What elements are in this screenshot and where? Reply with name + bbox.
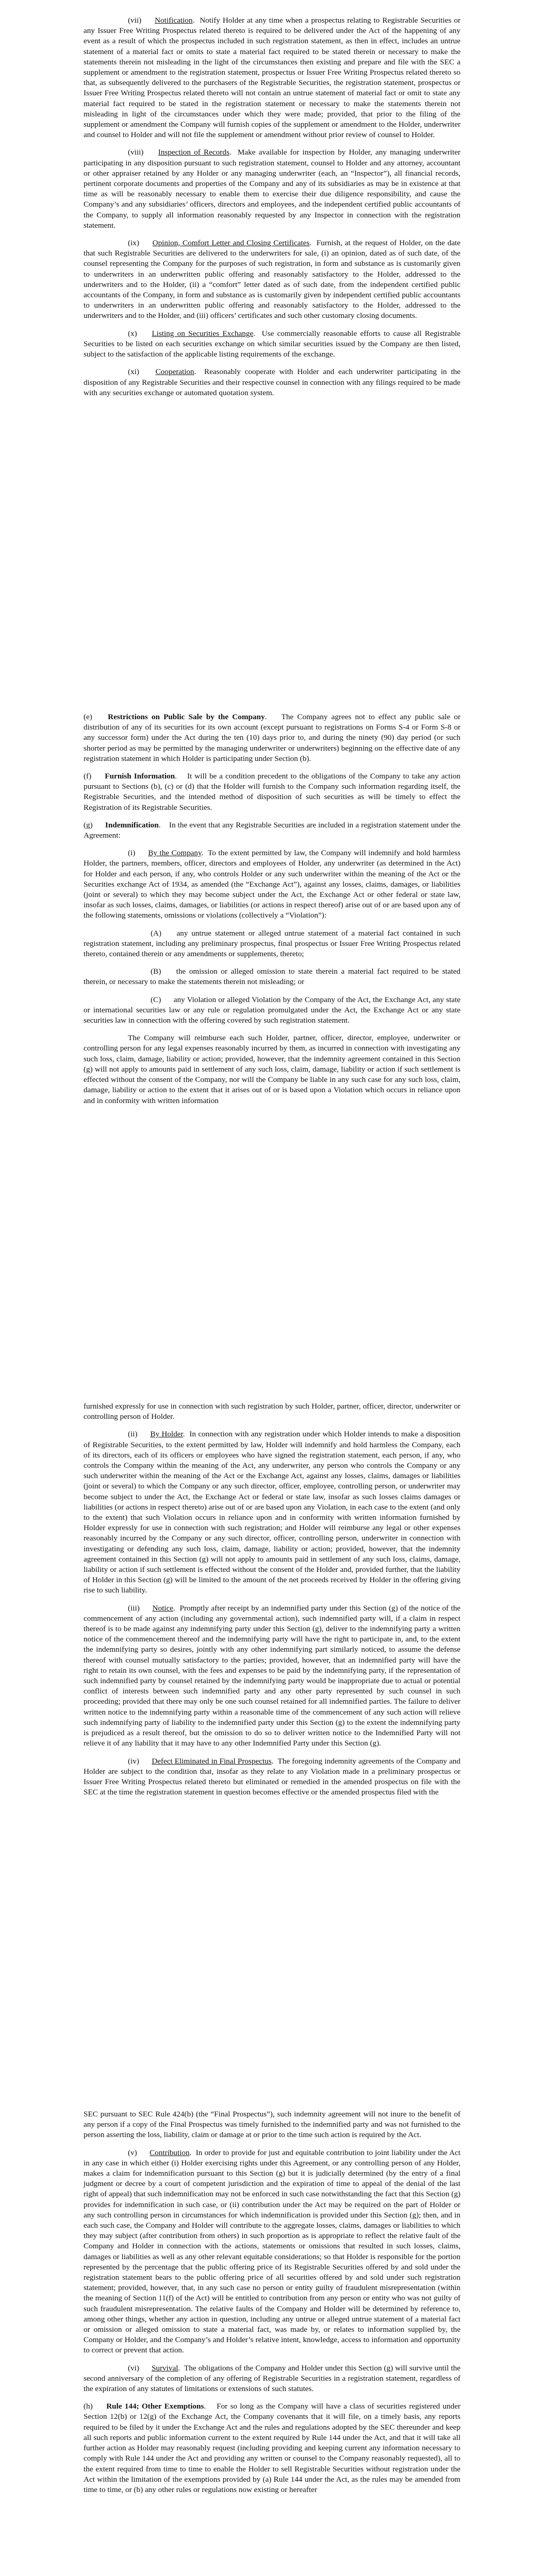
- section-number: (x): [128, 329, 137, 338]
- page-block-4: [0, 2109, 544, 2502]
- section-heading: Restrictions on Public Sale by the Company: [108, 713, 265, 721]
- subsection-heading: Inspection of Records: [158, 148, 229, 157]
- page-block-2: [0, 712, 544, 1113]
- paragraph-text: The Company agrees not to effect any public sale or distribution of any of its securities for its own account (except pursuant to registrations on Forms S-4 or Form S-8 or any successor form) under the Act during the ten (10) days prior to, and during the ninety (90) day period (or such shorter period as may be permitted by the managing underwriter or underwriters) beginning on the effective date of any registration statement in which Holder is participating under Section (b).: [84, 713, 460, 763]
- section-heading: Rule 144; Other Exemptions: [106, 2402, 204, 2411]
- paragraph-text: In connection with any registration under which Holder intends to make a disposition of Registrable Securities, to the extent permitted by law, Holder will indemnify and hold harmless the Company, each of its directors, each of its officers or employees who have signed the registration statement, each person, if any, who controls the Company within the meaning of the Act, any underwriter, any person who controls the Company or any such underwriter within the meaning of the Act or the Exchange Act, against any losses, claims, damages or liabilities (joint or several) to which the Company or any such director, officer, employee, controlling person, or underwriter may become subject to under the Act, the Exchange Act or federal or state law, insofar as such losses claims damages or liabilities (or actions in respect thereto) arise out of or are based upon any Violation, in each case to the extent (and only to the extent) that such Violation occurs in reliance upon and in conformity with written information furnished by Holder expressly for use in connection with such registration; and Holder will reimburse any legal or other expenses reasonably incurred by the Company or any such director, officer, controlling person, underwriter in connection with investigating or defending any such loss, claim, damage, liability or action; provided, however, that the indemnity agreement contained in this Section (g) will not apply to amounts paid in settlement of any such loss, claims, damage, liability or action if such settlement is effected without the consent of the Holder and, provided further, that the liability of Holder in this Section (g) will be limited to the amount of the net proceeds received by Holder in the offering giving rise to such liability.: [84, 1430, 461, 1595]
- paragraph: (h) Rule 144; Other Exemptions. For so long as the Company will have a class of securities registered under Section 12(b) or 12(g) of the Exchange Act, the Company covenants that it will file, on a timely basis, any reports required to be filed by it under the Exchange Act and the rules and regulations adopted by the SEC thereunder and keep all such reports and public information current to the extent required by Rule 144 under the Act, and that it will take all further action as Holder may reasonably request (including providing and keeping current any information necessary to comply with Rule 144 under the Act and providing any written or counsel to the Company reasonably requested), all to the extent required from time to time to enable the Holder to sell Registrable Securities without registration under the Act within the limitation of the exemptions provided by (a) Rule 144 under the Act, as the rules may be amended from time to time, or (b) any other rules or regulations now existing or hereafter: [84, 2402, 461, 2494]
- paragraph: (ii) By Holder. In connection with any registration under which Holder intends to make a disposition of Registrable Securities, to the extent permitted by law, Holder will indemnify and hold harmless the Company, each of its directors, each of its officers or employees who have signed the registration statement, each person, if any, who controls the Company within the meaning of the Act, any underwriter, any person who controls the Company or any such underwriter within the meaning of the Act or the Exchange Act, against any losses, claims, damages or liabilities (joint or several) to which the Company or any such director, officer, employee, controlling person, or underwriter may become subject to under the Act, the Exchange Act or federal or state law, insofar as such losses claims damages or liabilities (or actions in respect thereto) arise out of or are based upon any Violation, in each case to the extent (and only to the extent) that such Violation occurs in reliance upon and in conformity with written information furnished by Holder expressly for use in connection with such registration; and Holder will reimburse any legal or other expenses reasonably incurred by the Company or any such director, officer, controlling person, underwriter in connection with investigating or defending any such loss, claim, damage, liability or action; provided, however, that the indemnity agreement contained in this Section (g) will not apply to amounts paid in settlement of any such loss, claims, damage, liability or action if such settlement is effected without the consent of the Holder and, provided further, that the liability of Holder in this Section (g) will be limited to the amount of the net proceeds received by Holder in the offering giving rise to such liability.: [84, 1430, 461, 1595]
- section-number: (ix): [128, 239, 139, 248]
- paragraph: (xi) Cooperation. Reasonably cooperate with Holder and each underwriter participating in the disposition of any Registrable Securities and their respective counsel in connection with any filings required to be made with any securities exchange or automated quotation system.: [84, 367, 461, 397]
- section-number: (e): [84, 713, 92, 721]
- paragraph-text: furnished expressly for use in connection with such registration by such Holder, partner, officer, director, underwriter or controlling person of Holder.: [84, 1402, 460, 1421]
- paragraph: [84, 928, 460, 960]
- paragraph-text: It will be a condition precedent to the obligations of the Company to take any action pursuant to Sections (b), (c) or (d) that the Holder will furnish to the Company such information regarding itself, the Registrable Securities, and the intended method of disposition of such securities as will be timely to effect the Registration of its Registrable Securities.: [84, 772, 461, 812]
- paragraph-text: In order to provide for just and equitable contribution to joint liability under the Act in any case in which either (i) Holder exercising rights under this Agreement, or any controlling person of any Holder, makes a claim for indemnification pursuant to this Section (g) but it is judicially determined (by the entry of a final judgment or decree by a court of competent jurisdiction and the expiration of time to appeal of the denial of the last right of appeal) that such indemnification may not be enforced in such case notwithstanding the fact that this Section (g) provides for indemnification in such case, or (ii) contribution under the Act may be required on the part of Holder or any such controlling person in circumstances for which indemnification is provided under this Section (g); then, and in each such case, the Company and Holder will contribute to the aggregate losses, claims, damages or liabilities to which they may subject (after contribution from others) in such proportion as is appropriate to reflect the relative fault of the Company and Holder in connection with the actions, statements or omissions that resulted in such losses, claims, damages or liabilities as well as any other relevant equitable considerations; so that Holder is responsible for the portion represented by the percentage that the public offering price of its Registrable Securities offered by and sold under the registration statement bears to the public offering price of all securities offered by and sold under such registration statement; provided, however, that, in any such case no person or entity guilty of fraudulent misrepresentation (within the meaning of Section 11(f) of the Act) will be entitled to contribution from any person or entity who was not guilty of such fraudulent misrepresentation. The relative faults of the Company and Holder will be determined by reference to, among other things, whether any action in question, including any untrue or alleged untrue statement of a material fact or omission or alleged omission to state a material fact, was made by, or relates to information supplied by, the Company or Holder, and the Company’s and Holder’s relative intent, knowledge, access to information and opportunity to correct or prevent that action.: [84, 2148, 461, 2355]
- subsection-heading: Listing on Securities Exchange: [152, 329, 254, 338]
- paragraph: [84, 1033, 460, 1106]
- paragraph: (g) Indemnification. In the event that any Registrable Securities are included in a registration statement under the Agreement:: [84, 820, 461, 840]
- paragraph-text: Use commercially reasonable efforts to cause all Registrable Securities to be listed on each securities exchange on which similar securities issued by the Company are then listed, subject to the satisfaction of the applicable listing requirements of the exchange.: [84, 329, 461, 359]
- paragraph-text: Make available for inspection by Holder, any managing underwriter participating in any disposition pursuant to such registration statement, counsel to Holder and any attorney, accountant or other appraiser retained by any Holder or any managing underwriter (each, an “Inspector”), all financial records, pertinent corporate documents and properties of the Company and any of its subsidiaries as may be in existence at that time as will be reasonably necessary to enable them to exercise their due diligence responsibility, and cause the Company’s and any subsidiaries’ officers, directors and employees, and the independent certified public accountants of the Company, to supply all information reasonably requested by any Inspector in connection with the registration statement.: [84, 148, 460, 230]
- subsection-heading: Notice: [152, 1603, 173, 1613]
- section-number: (vi): [128, 2363, 139, 2372]
- paragraph-text: For so long as the Company will have a class of securities registered under Section 12(b) or 12(g) of the Exchange Act, the Company covenants that it will file, on a timely basis, any reports required to be filed by it under the Exchange Act and the rules and regulations adopted by the SEC thereunder and keep all such reports and public information current to the extent required by Rule 144 under the Act, and that it will take all further action as Holder may reasonably request (including providing and keeping current any information necessary to comply with Rule 144 under the Act and providing any written or counsel to the Company reasonably requested), all to the extent required from time to time to enable the Holder to sell Registrable Securities without registration under the Act within the limitation of the exemptions provided by (a) Rule 144 under the Act, as the rules may be amended from time to time, or (b) any other rules or regulations now existing or hereafter: [84, 2402, 461, 2494]
- section-number: (C): [151, 995, 161, 1004]
- paragraph: (i) By the Company. To the extent permitted by law, the Company will indemnify and hold harmless Holder, the partners, members, officer, directors and employees of Holder, any underwriter (as determined in the Act) for Holder and each person, if any, who controls Holder or any such underwriter within the meaning of the Act or the Securities exchange Act of 1934, as amended (the “Exchange Act”), against any losses, claims, damages, or liabilities (joint or several) to which they may become subject under the Act, the Exchange Act or other federal or state law, insofar as such losses, claims, damages, or liabilities (or actions in respect thereof) arise out of or are based upon any of the following statements, omissions or violations (collectively a “Violation”):: [84, 849, 460, 920]
- paragraph-text: Notify Holder at any time when a prospectus relating to Registrable Securities or any Issuer Free Writing Prospectus related thereto is required to be delivered under the Act of the happening of any event as a result of which the prospectus included in such registration statement, as then in effect, includes an untrue statement of a material fact or omits to state a material fact required to be stated therein or necessary to make the statements therein not misleading in the light of the circumstances then existing and prepare and file with the SEC a supplement or amendment to the registration statement, prospectus or Issuer Free Writing Prospectus related thereto so that, as subsequently delivered to the purchasers of the Registrable Securities, the registration statement, prospectus or Issuer Free Writing Prospectus related thereto will not contain an untrue statement of material fact or omit to state any material fact required to be stated in the registration statement or necessary to make the statements therein not misleading in light of the circumstances under which they were made; provided, that prior to the filing of the supplement or amendment the Company will furnish copies of the supplement or amendment to the Holder, underwriter and counsel to Holder and will not file the supplement or amendment without prior review of counsel to Holder.: [84, 16, 461, 140]
- paragraph: (vi) Survival. The obligations of the Company and Holder under this Section (g) will survive until the second anniversary of the completion of any offering of Registrable Securities in a registration statement, regardless of the expiration of any statutes of limitations or extensions of such statutes.: [84, 2363, 460, 2394]
- subsection-heading: By the Company: [148, 849, 202, 858]
- section-number: (viii): [128, 148, 144, 157]
- section-number: (vii): [128, 16, 142, 25]
- section-number: (f): [84, 772, 92, 781]
- section-number: (iv): [128, 1756, 139, 1766]
- paragraph-text: Reasonably cooperate with Holder and each underwriter participating in the disposition of any Registrable Securities and their respective counsel in connection with any filings required to be made with any securities exchange or automated quotation system.: [84, 367, 461, 397]
- paragraph: (x) Listing on Securities Exchange. Use commercially reasonable efforts to cause all Registrable Securities to be listed on each securities exchange on which similar securities issued by the Company are then listed, subject to the satisfaction of the applicable listing requirements of the exchange.: [84, 329, 461, 359]
- section-number: (h): [84, 2402, 93, 2411]
- paragraph: (ix) Opinion, Comfort Letter and Closing Certificates. Furnish, at the request of Holder, on the date that such Registrable Securities are delivered to the underwriters for sale, (i) an opinion, dated as of such date, of the counsel representing the Company for the purposes of such registration, in form and substance as is customarily given to underwriters in an underwritten public offering and reasonably satisfactory to the Holder, addressed to the underwriters and to the Holder, (ii) a “comfort” letter dated as of such date, from the independent certified public accountants of the Company, in form and substance as is customarily given by independent certified public accountants to underwriters in an underwritten public offering and reasonably satisfactory to the Holder, addressed to the underwriters and to the Holder, and (iii) officers’ certificates and such other customary closing documents.: [84, 239, 461, 320]
- paragraph-text: Furnish, at the request of Holder, on the date that such Registrable Securities are delivered to the underwriters for sale, (i) an opinion, dated as of such date, of the counsel representing the Company for the purposes of such registration, in form and substance as is customarily given to underwriters in an underwritten public offering and reasonably satisfactory to the Holder, addressed to the underwriters and to the Holder, (ii) a “comfort” letter dated as of such date, from the independent certified public accountants of the Company, in form and substance as is customarily given by independent certified public accountants to underwriters in an underwritten public offering and reasonably satisfactory to the Holder, addressed to the underwriters and to the Holder, and (iii) officers’ certificates and such other customary closing documents.: [84, 239, 461, 320]
- section-number: (xi): [128, 367, 139, 377]
- page-block-3: [0, 1401, 544, 1805]
- paragraph: [84, 2109, 460, 2141]
- section-number: (ii): [128, 1430, 138, 1439]
- paragraph: (iii) Notice. Promptly after receipt by an indemnified party under this Section (g) of the notice of the commencement of any action (including any governmental action), such indemnified party will, if a claim in respect thereof is to be made against any indemnifying party under this Section (g), deliver to the indemnifying party a written notice of the commencement thereof and the indemnifying party will have the right to participate in, and, to the extent the indemnifying party so desires, jointly with any other indemnifying part similarly noticed, to assume the defense thereof with counsel mutually satisfactory to the parties; provided, however, that an indemnified party will have the right to retain its own counsel, with the fees and expenses to be paid by the indemnifying party, if the representation of such indemnified party by counsel retained by the indemnifying party would be inappropriate due to actual or potential conflict of interests between such indemnified party and any other party represented by such counsel in such proceeding; provided that there may only be one such counsel retained for all indemnified parties. The failure to deliver written notice to the indemnifying party within a reasonable time of the commencement of any such action will relieve such indemnifying party of liability to the indemnified party under this Section (g) to the extent the indemnifying party is prejudiced as a result thereof, but the omission to do so to deliver written notice to the Indemnified Party will not relieve it of any liability that it may have to any other Indemnified Party under this Section (g).: [84, 1603, 461, 1748]
- paragraph-text: any untrue statement or alleged untrue statement of a material fact contained in such registration statement, including any preliminary prospectus, final prospectus or Issuer Free Writing Prospectus related thereto, contained therein or any amendments or supplements, thereto;: [84, 928, 460, 959]
- paragraph-text: The obligations of the Company and Holder under this Section (g) will survive until the second anniversary of the completion of any offering of Registrable Securities in a registration statement, regardless of the expiration of any statutes of limitations or extensions of such statutes.: [84, 2363, 460, 2394]
- section-number: (A): [151, 928, 162, 938]
- paragraph-text: To the extent permitted by law, the Company will indemnify and hold harmless Holder, the partners, members, officer, directors and employees of Holder, any underwriter (as determined in the Act) for Holder and each person, if any, who controls Holder or any such underwriter within the meaning of the Act or the Securities exchange Act of 1934, as amended (the “Exchange Act”), against any losses, claims, damages, or liabilities (joint or several) to which they may become subject under the Act, the Exchange Act or other federal or state law, insofar as such losses, claims, damages, or liabilities (or actions in respect thereof) arise out of or are based upon any of the following statements, omissions or violations (collectively a “Violation”):: [84, 849, 460, 920]
- paragraph-text: The foregoing indemnity agreements of the Company and Holder are subject to the condition that, insofar as they relate to any Violation made in a preliminary prospectus or Issuer Free Writing Prospectus related thereto but eliminated or remedied in the amended prospectus on file with the SEC at the time the registration statement in question becomes effective or the amended prospectus filed with the: [84, 1756, 460, 1797]
- paragraph-text: The Company will reimburse each such Holder, partner, officer, director, employee, underwriter or controlling person for any legal expenses reasonably incurred by them, as incurred in connection with investigating any such loss, claim, damage, liability or action; provided, however, that the indemnity agreement contained in this Section (g) will not apply to amounts paid in settlement of any such loss, claim, damage, liability or action if such settlement is effected without the consent of the Company, nor will the Company be liable in any such case for any such loss, claim, damage, liability or action to the extent that it arises out of or is based upon a Violation which occurs in reliance upon and in conformity with written information: [84, 1033, 460, 1105]
- page-block-1: [0, 15, 544, 405]
- section-number: (iii): [128, 1603, 140, 1613]
- paragraph: (v) Contribution. In order to provide for just and equitable contribution to joint liability under the Act in any case in which either (i) Holder exercising rights under this Agreement, or any controlling person of any Holder, makes a claim for indemnification pursuant to this Section (g) but it is judicially determined (by the entry of a final judgment or decree by a court of competent jurisdiction and the expiration of time to appeal of the denial of the last right of appeal) that such indemnification may not be enforced in such case notwithstanding the fact that this Section (g) provides for indemnification in such case, or (ii) contribution under the Act may be required on the part of Holder or any such controlling person in circumstances for which indemnification is provided under this Section (g); then, and in each such case, the Company and Holder will contribute to the aggregate losses, claims, damages or liabilities to which they may subject (after contribution from others) in such proportion as is appropriate to reflect the relative fault of the Company and Holder in connection with the actions, statements or omissions that resulted in such losses, claims, damages or liabilities as well as any other relevant equitable considerations; so that Holder is responsible for the portion represented by the percentage that the public offering price of its Registrable Securities offered by and sold under the registration statement bears to the public offering price of all securities offered by and sold under such registration statement; provided, however, that, in any such case no person or entity guilty of fraudulent misrepresentation (within the meaning of Section 11(f) of the Act) will be entitled to contribution from any person or entity who was not guilty of such fraudulent misrepresentation. The relative faults of the Company and Holder will be determined by reference to, among other things, whether any action in question, including any untrue or alleged untrue statement of a material fact or omission or alleged omission to state a material fact, was made by, or relates to information supplied by, the Company or Holder, and the Company’s and Holder’s relative intent, knowledge, access to information and opportunity to correct or prevent that action.: [84, 2148, 461, 2355]
- subsection-heading: Opinion, Comfort Letter and Closing Certificates: [152, 239, 310, 248]
- paragraph-text: SEC pursuant to SEC Rule 424(b) (the “Final Prospectus”), such indemnity agreement will not inure to the benefit of any person if a copy of the Final Prospectus was timely furnished to the indemnified party and was not furnished to the person asserting the loss, liability, claim or damage at or prior to the time such action is required by the Act.: [84, 2110, 460, 2140]
- section-number: (g): [84, 820, 93, 829]
- section-number: (i): [128, 849, 136, 858]
- subsection-heading: Notification: [155, 16, 193, 25]
- subsection-heading: Contribution: [149, 2148, 190, 2157]
- section-number: (v): [128, 2148, 137, 2157]
- paragraph: [84, 967, 460, 987]
- subsection-heading: Defect Eliminated in Final Prospectus: [152, 1756, 272, 1766]
- paragraph-text: any Violation or alleged Violation by the Company of the Act, the Exchange Act, any state or international securities law or any rule or regulation promulgated under the Act, the Exchange Act or any state securities law in connection with the offering covered by such registration statement.: [84, 995, 460, 1025]
- paragraph: (f) Furnish Information. It will be a condition precedent to the obligations of the Company to take any action pursuant to Sections (b), (c) or (d) that the Holder will furnish to the Company such information regarding itself, the Registrable Securities, and the intended method of disposition of such securities as will be timely to effect the Registration of its Registrable Securities.: [84, 772, 461, 812]
- paragraph: [84, 995, 460, 1026]
- section-heading: Indemnification: [105, 820, 159, 829]
- subsection-heading: Cooperation: [155, 367, 194, 377]
- paragraph: (vii) Notification. Notify Holder at any time when a prospectus relating to Registrable Securities or any Issuer Free Writing Prospectus related thereto is required to be delivered under the Act of the happening of any event as a result of which the prospectus included in such registration statement, as then in effect, includes an untrue statement of a material fact or omits to state a material fact required to be stated therein or necessary to make the statements therein not misleading in the light of the circumstances then existing and prepare and file with the SEC a supplement or amendment to the registration statement, prospectus or Issuer Free Writing Prospectus related thereto so that, as subsequently delivered to the purchasers of the Registrable Securities, the registration statement, prospectus or Issuer Free Writing Prospectus related thereto will not contain an untrue statement of material fact or omit to state any material fact required to be stated in the registration statement or necessary to make the statements therein not misleading in light of the circumstances under which they were made; provided, that prior to the filing of the supplement or amendment the Company will furnish copies of the supplement or amendment to the Holder, underwriter and counsel to Holder and will not file the supplement or amendment without prior review of counsel to Holder.: [84, 16, 461, 140]
- paragraph: (viii) Inspection of Records. Make available for inspection by Holder, any managing underwriter participating in any disposition pursuant to such registration statement, counsel to Holder and any attorney, accountant or other appraiser retained by any Holder or any managing underwriter (each, an “Inspector”), all financial records, pertinent corporate documents and properties of the Company and any of its subsidiaries as may be in existence at that time as will be reasonably necessary to enable them to exercise their due diligence responsibility, and cause the Company’s and any subsidiaries’ officers, directors and employees, and the independent certified public accountants of the Company, to supply all information reasonably requested by any Inspector in connection with the registration statement.: [84, 148, 460, 230]
- section-heading: Furnish Information: [105, 772, 175, 781]
- paragraph-text: Promptly after receipt by an indemnified party under this Section (g) of the notice of the commencement of any action (including any governmental action), such indemnified party will, if a claim in respect thereof is to be made against any indemnifying party under this Section (g), deliver to the indemnifying party a written notice of the commencement thereof and the indemnifying party will have the right to participate in, and, to the extent the indemnifying party so desires, jointly with any other indemnifying part similarly noticed, to assume the defense thereof with counsel mutually satisfactory to the parties; provided, however, that an indemnified party will have the right to retain its own counsel, with the fees and expenses to be paid by the indemnifying party, if the representation of such indemnified party by counsel retained by the indemnifying party would be inappropriate due to actual or potential conflict of interests between such indemnified party and any other party represented by such counsel in such proceeding; provided that there may only be one such counsel retained for all indemnified parties. The failure to deliver written notice to the indemnifying party within a reasonable time of the commencement of any such action will relieve such indemnifying party of liability to the indemnified party under this Section (g) to the extent the indemnifying party is prejudiced as a result thereof, but the omission to do so to deliver written notice to the Indemnified Party will not relieve it of any liability that it may have to any other Indemnified Party under this Section (g).: [84, 1603, 461, 1748]
- paragraph: [84, 1401, 460, 1422]
- paragraph-text: In the event that any Registrable Securities are included in a registration statement under the Agreement:: [84, 820, 461, 840]
- subsection-heading: Survival: [151, 2363, 178, 2372]
- paragraph: (iv) Defect Eliminated in Final Prospectus. The foregoing indemnity agreements of the Company and Holder are subject to the condition that, insofar as they relate to any Violation made in a preliminary prospectus or Issuer Free Writing Prospectus related thereto but eliminated or remedied in the amended prospectus on file with the SEC at the time the registration statement in question becomes effective or the amended prospectus filed with the: [84, 1756, 460, 1797]
- subsection-heading: By Holder: [150, 1430, 183, 1439]
- paragraph: (e) Restrictions on Public Sale by the Company. The Company agrees not to effect any public sale or distribution of any of its securities for its own account (except pursuant to registrations on Forms S-4 or Form S-8 or any successor form) under the Act during the ten (10) days prior to, and during the ninety (90) day period (or such shorter period as may be permitted by the managing underwriter or underwriters) beginning on the effective date of any registration statement in which Holder is participating under Section (b).: [84, 713, 460, 763]
- section-number: (B): [151, 967, 161, 976]
- paragraph-text: the omission or alleged omission to state therein a material fact required to be stated therein, or necessary to make the statements therein not misleading; or: [84, 967, 460, 987]
